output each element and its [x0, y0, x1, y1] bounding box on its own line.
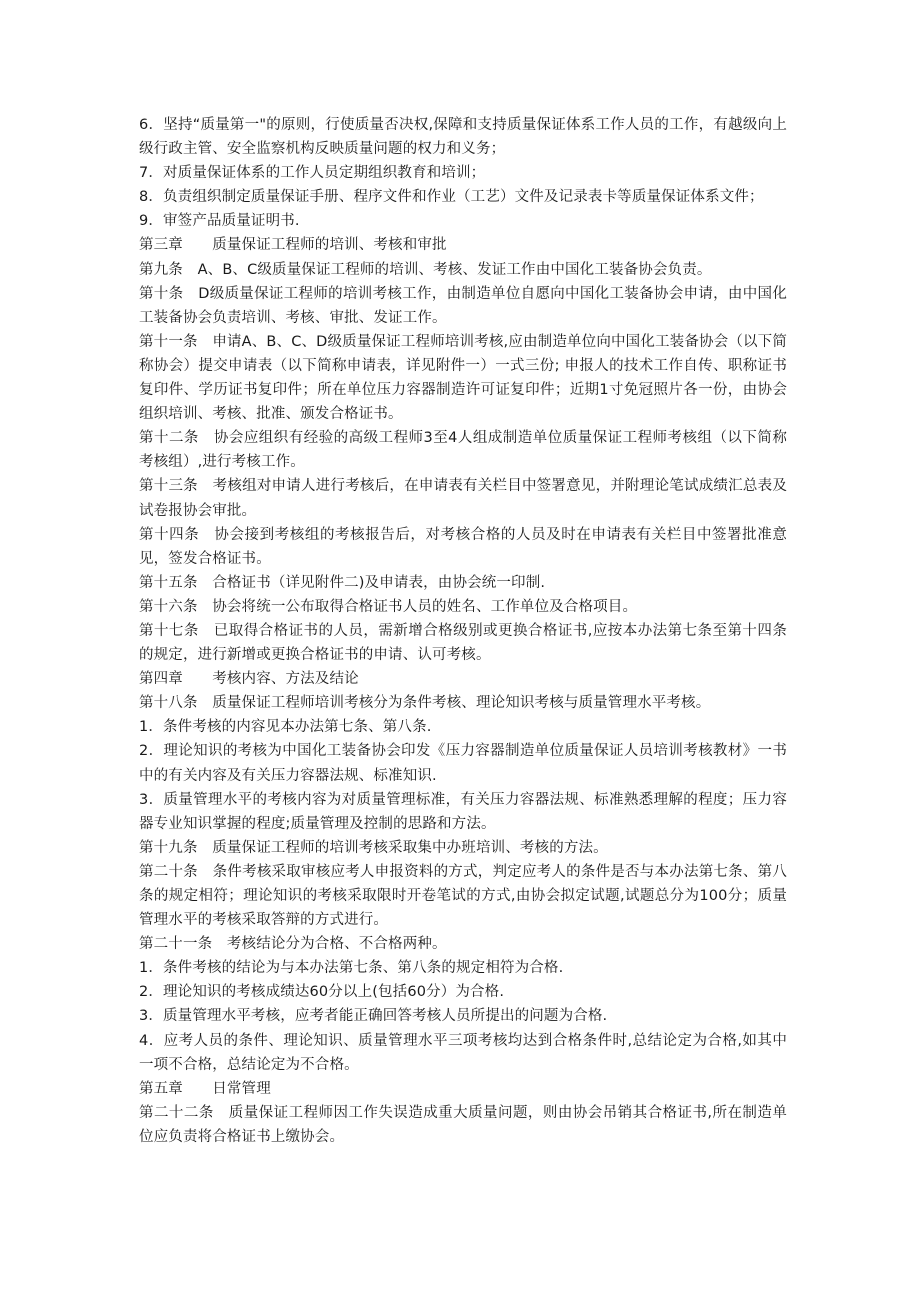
article-18-item-2: 2．理论知识的考核为中国化工装备协会印发《压力容器制造单位质量保证人员培训考核教材》一书中的有关内容及有关压力容器法规、标准知识.	[139, 743, 787, 784]
article-21-item-1: 1．条件考核的结论为与本办法第七条、第八条的规定相符为合格.	[139, 960, 564, 977]
paragraph-item-8: 8．负责组织制定质量保证手册、程序文件和作业（工艺）文件及记录表卡等质量保证体系文件；	[139, 189, 764, 206]
article-17: 第十七条 已取得合格证书的人员，需新增合格级别或更换合格证书,应按本办法第七条至第十四条的规定，进行新增或更换合格证书的申请、认可考核。	[139, 622, 787, 664]
article-18-item-1: 1．条件考核的内容见本办法第七条、第八条.	[139, 719, 432, 736]
article-21: 第二十一条 考核结论分为合格、不合格两种。	[139, 936, 447, 953]
article-21-item-2: 2．理论知识的考核成绩达60分以上(包括60分）为合格.	[139, 984, 505, 1001]
chapter-5-heading: 第五章 日常管理	[139, 1080, 271, 1097]
article-21-item-3: 3．质量管理水平考核，应考者能正确回答考核人员所提出的问题为合格.	[139, 1008, 608, 1025]
chapter-3-heading: 第三章 质量保证工程师的培训、考核和审批	[139, 237, 447, 254]
article-19: 第十九条 质量保证工程师的培训考核采取集中办班培训、考核的方法。	[139, 839, 608, 856]
article-21-item-4: 4．应考人员的条件、理论知识、质量管理水平三项考核均达到合格条件时,总结论定为合格,如其中一项不合格，总结论定为不合格。	[139, 1032, 787, 1073]
article-14: 第十四条 协会接到考核组的考核报告后，对考核合格的人员及时在申请表有关栏目中签署批准意见，签发合格证书。	[139, 526, 787, 567]
article-22: 第二十二条 质量保证工程师因工作失误造成重大质量问题，则由协会吊销其合格证书,所在制造单位应负责将合格证书上缴协会。	[139, 1104, 787, 1145]
article-13: 第十三条 考核组对申请人进行考核后，在申请表有关栏目中签署意见，并附理论笔试成绩汇总表及试卷报协会审批。	[139, 478, 787, 519]
article-18: 第十八条 质量保证工程师培训考核分为条件考核、理论知识考核与质量管理水平考核。	[139, 695, 711, 712]
chapter-4-heading: 第四章 考核内容、方法及结论	[139, 671, 359, 688]
paragraph-item-7: 7．对质量保证体系的工作人员定期组织教育和培训；	[139, 165, 486, 182]
article-12: 第十二条 协会应组织有经验的高级工程师3至4人组成制造单位质量保证工程师考核组（以下简称考核组）,进行考核工作。	[139, 430, 787, 471]
article-10: 第十条 D级质量保证工程师的培训考核工作，由制造单位自愿向中国化工装备协会申请，由中国化工装备协会负责培训、考核、审批、发证工作。	[139, 285, 787, 326]
article-11: 第十一条 申请A、B、C、D级质量保证工程师培训考核,应由制造单位向中国化工装备协会（以下简称协会）提交申请表（以下简称申请表，详见附件一）一式三份; 申报人的技术工作自传、职称证书复印件、学历证书复印件；所在单位压力容器制造许可证复印件；近期1寸免冠照片各一份，由协会组织培训、考核、批准、颁发合格证书。	[139, 333, 787, 423]
article-9: 第九条 A、B、C级质量保证工程师的培训、考核、发证工作由中国化工装备协会负责。	[139, 261, 712, 278]
article-15: 第十五条 合格证书（详见附件二)及申请表，由协会统一印制.	[139, 574, 546, 591]
article-18-item-3: 3．质量管理水平的考核内容为对质量管理标准，有关压力容器法规、标准熟悉理解的程度；压力容器专业知识掌握的程度;质量管理及控制的思路和方法。	[139, 791, 787, 832]
document-body	[139, 113, 787, 1149]
article-16: 第十六条 协会将统一公布取得合格证书人员的姓名、工作单位及合格项目。	[139, 598, 638, 615]
paragraph-item-6: 6．坚持“质量第一"的原则，行使质量否决权,保障和支持质量保证体系工作人员的工作，有越级向上级行政主管、安全监察机构反映质量问题的权力和义务；	[139, 117, 787, 158]
paragraph-item-9: 9．审签产品质量证明书.	[139, 213, 300, 230]
article-20: 第二十条 条件考核采取审核应考人申报资料的方式，判定应考人的条件是否与本办法第七条、第八条的规定相符；理论知识的考核采取限时开卷笔试的方式,由协会拟定试题,试题总分为100分；质量管理水平的考核采取答辩的方式进行。	[139, 863, 787, 929]
